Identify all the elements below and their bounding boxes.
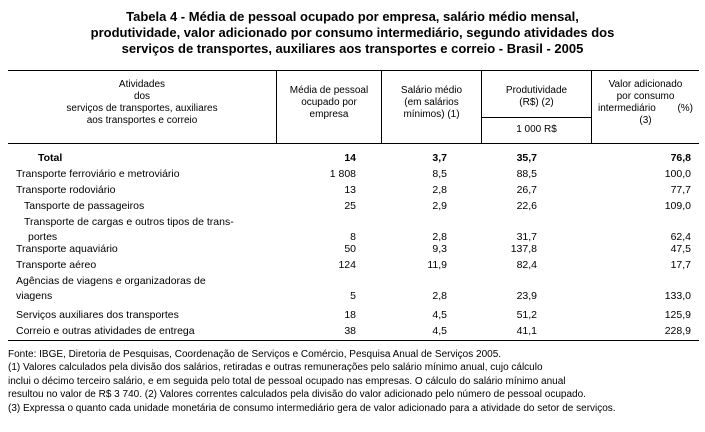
header-text: aos transportes e correio: [86, 115, 198, 126]
cell-valor: 125,9: [664, 309, 691, 321]
cell-produtividade: 88,5: [516, 168, 537, 180]
table-bottom-rule: [8, 340, 699, 341]
cell-produtividade: 51,2: [516, 309, 537, 321]
header-text: empresa: [309, 109, 349, 120]
cell-valor: 100,0: [664, 168, 691, 180]
header-text: Valor adicionado: [608, 79, 683, 90]
row-label: Agências de viagens e organizadoras de: [16, 275, 206, 287]
table-row: [8, 150, 699, 166]
row-label: viagens: [16, 290, 53, 302]
header-text: intermediário: [598, 103, 656, 114]
header-text: (em salários: [404, 97, 459, 108]
footnote: (1) Valores calculados pela divisão dos salários, retiradas e outras remunerações pelo salário mínimo anual, cujo cálculo: [8, 362, 543, 374]
header-valor: [592, 79, 699, 127]
cell-produtividade: 22,6: [516, 200, 537, 212]
title-line: serviços de transportes, auxiliares aos transportes e correio - Brasil - 2005: [121, 41, 584, 56]
cell-salario: 3,7: [432, 152, 447, 164]
footnote: inclui o décimo terceiro salário, e em seguida pelo total de pessoal ocupado nas empresas. O cálculo do salário mínimo anual: [8, 375, 566, 387]
cell-salario: 8,5: [432, 168, 447, 180]
table-row: [8, 307, 699, 323]
row-label: Transporte ferroviário e metroviário: [16, 168, 180, 180]
cell-media: 8: [350, 231, 356, 243]
cell-salario: 4,5: [432, 309, 447, 321]
header-atividades: [8, 79, 276, 127]
title-line: Tabela 4 - Média de pessoal ocupado por empresa, salário médio mensal,: [126, 9, 579, 24]
header-produtividade: [482, 85, 591, 109]
table-header-rule: [8, 143, 699, 144]
cell-produtividade: 82,4: [516, 259, 537, 271]
cell-media: 5: [350, 290, 356, 302]
cell-produtividade: 35,7: [516, 152, 537, 164]
table-notes: [8, 348, 616, 415]
cell-valor: 228,9: [664, 325, 691, 337]
row-label: portes: [28, 231, 58, 243]
cell-salario: 2,8: [432, 290, 447, 302]
cell-valor: 109,0: [664, 200, 691, 212]
table-row: [8, 273, 699, 305]
cell-media: 38: [344, 325, 356, 337]
row-label: Tansporte de passageiros: [24, 200, 145, 212]
row-label: Transporte aquaviário: [16, 243, 118, 255]
header-text: (3): [639, 115, 652, 126]
table-row: [8, 323, 699, 339]
header-text-line: [592, 103, 699, 115]
cell-salario: 11,9: [427, 259, 447, 271]
row-label: Serviços auxiliares dos transportes: [16, 309, 179, 321]
table-row: [8, 166, 699, 182]
row-label: Transporte rodoviário: [16, 184, 116, 196]
footnote: resultou no valor de R$ 3 740. (2) Valores correntes calculados pela divisão do valor adicionado pelo número de pessoal ocupado.: [8, 389, 586, 401]
table-title: [0, 9, 705, 57]
header-text: Produtividade: [505, 85, 568, 96]
row-label: Transporte de cargas e outros tipos de trans-: [24, 216, 234, 228]
header-text: Média de pessoal: [289, 85, 369, 96]
cell-valor: 47,5: [670, 243, 691, 255]
row-label: Transporte aéreo: [16, 259, 97, 271]
cell-media: 18: [344, 309, 356, 321]
header-unit-percent: (%): [677, 103, 693, 114]
cell-salario: 2,8: [432, 184, 447, 196]
cell-media: 50: [344, 243, 356, 255]
produtividade-unit-rule: [481, 117, 591, 118]
cell-valor: 62,4: [670, 231, 691, 243]
header-text: por consumo: [616, 91, 675, 102]
row-label: Correio e outras atividades de entrega: [16, 325, 195, 337]
header-produtividade-unit: 1 000 R$: [516, 124, 557, 135]
header-media: [277, 85, 381, 121]
footnote: (3) Expressa o quanto cada unidade monetária de consumo intermediário gera de valor adicionado para a atividade do setor de serviços.: [8, 402, 616, 414]
cell-valor: 17,7: [670, 259, 691, 271]
table-row: [8, 182, 699, 198]
header-salario: [382, 85, 481, 121]
cell-media: 14: [344, 152, 356, 164]
cell-salario: 2,8: [432, 231, 447, 243]
cell-produtividade: 31,7: [516, 231, 537, 243]
title-line: produtividade, valor adicionado por consumo intermediário, segundo atividades dos: [90, 25, 615, 40]
cell-produtividade: 137,8: [510, 243, 537, 255]
cell-valor: 133,0: [664, 290, 691, 302]
table-row: [8, 241, 699, 257]
cell-salario: 2,9: [432, 200, 447, 212]
header-text: dos: [133, 91, 151, 102]
header-text: serviços de transportes, auxiliares: [66, 103, 218, 114]
cell-produtividade: 23,9: [516, 290, 537, 302]
cell-media: 124: [338, 259, 356, 271]
table-top-rule: [8, 70, 699, 71]
cell-valor: 76,8: [670, 152, 691, 164]
cell-produtividade: 26,7: [516, 184, 537, 196]
cell-salario: 9,3: [432, 243, 447, 255]
cell-media: 13: [344, 184, 356, 196]
cell-salario: 4,5: [432, 325, 447, 337]
cell-produtividade: 41,1: [516, 325, 537, 337]
cell-media: 1 808: [329, 168, 356, 180]
header-text: Atividades: [118, 79, 166, 90]
table-row: [8, 198, 699, 214]
source-note: Fonte: IBGE, Diretoria de Pesquisas, Coordenação de Serviços e Comércio, Pesquisa Anual de Serviços 2005.: [8, 349, 502, 360]
cell-valor: 77,7: [670, 184, 691, 196]
cell-media: 25: [344, 200, 356, 212]
table-row: [8, 257, 699, 273]
header-text: mínimos) (1): [403, 109, 460, 120]
header-text: Salário médio: [400, 85, 463, 96]
header-text: (R$) (2): [519, 97, 554, 108]
row-label: Total: [38, 152, 63, 164]
header-text: ocupado por: [301, 97, 357, 108]
